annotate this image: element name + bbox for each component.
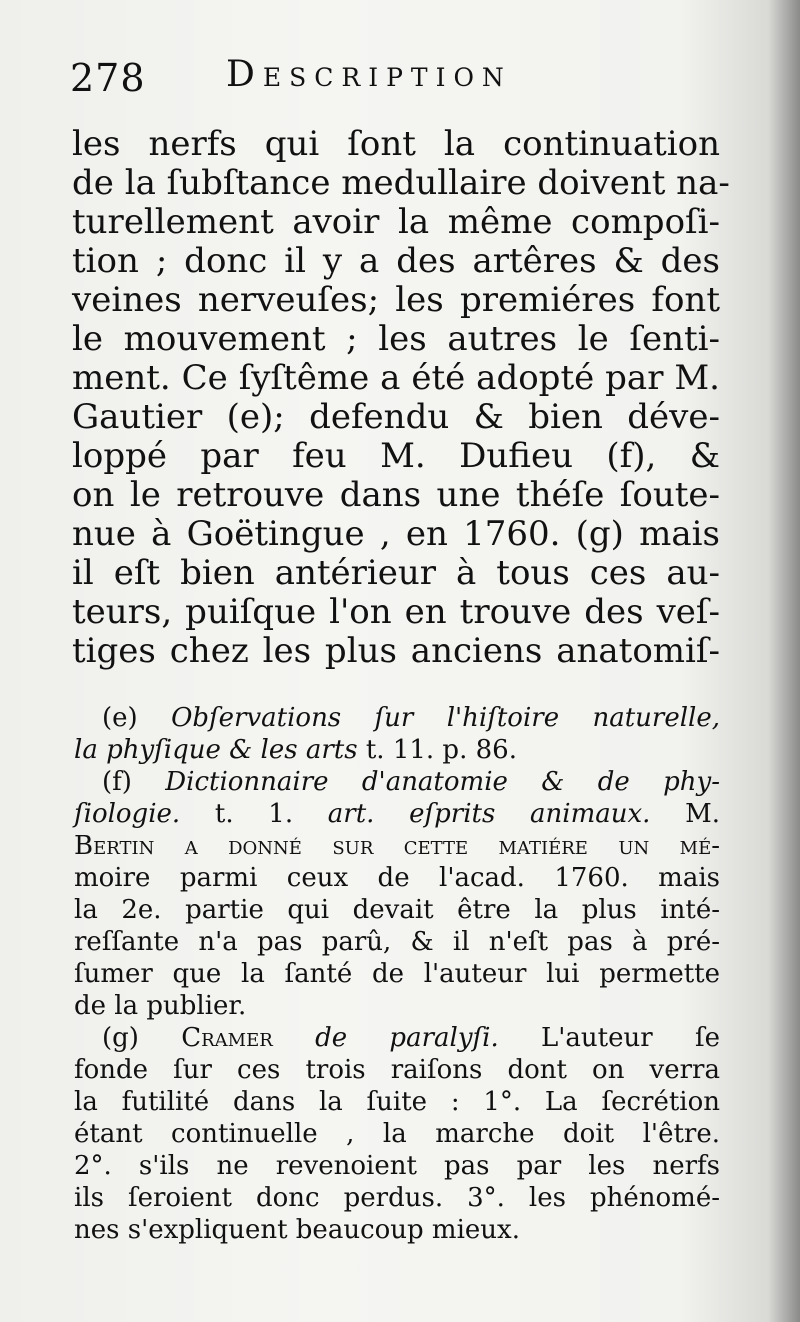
footnote-ref-end: M.: [685, 799, 721, 829]
footnote-line: étant continuelle , la marche doit l'être.: [74, 1119, 720, 1149]
footnote-line: [74, 830, 720, 862]
text-line: on le retrouve dans une théſe ſoute-: [72, 475, 720, 515]
text-line: teurs, puiſque l'on en trouve des veſ-: [72, 592, 720, 632]
footnote-f: [74, 766, 720, 798]
page-header: [68, 48, 688, 104]
footnote-title-cont: ſiologie.: [74, 799, 181, 829]
text-line: veines nerveuſes; les premiéres font: [72, 280, 720, 320]
text-line: les nerfs qui ſont la continuation: [72, 124, 720, 164]
page-number: 278: [70, 56, 146, 100]
footnote-line: la futilité dans la ſuite : 1°. La ſecrétion: [74, 1087, 720, 1117]
footnote-text: Bertin a donné ſur cette matiére un mé-: [74, 831, 720, 861]
running-title: Description: [226, 54, 512, 95]
footnote-author: Cramer: [181, 1023, 273, 1053]
footnote-marker: (f): [102, 767, 132, 797]
text-line: nue à Goëtingue , en 1760. (g) mais: [72, 514, 720, 554]
footnote-ref-italic: art. eſprits animaux.: [327, 799, 651, 829]
main-text: [72, 124, 730, 671]
footnote-e: [74, 702, 720, 734]
footnote-title-cont: la phyſique & les arts: [74, 735, 358, 765]
text-line: ment. Ce ſyſtême a été adopté par M.: [72, 358, 720, 398]
footnote-line: [74, 798, 720, 830]
footnote-line: nes s'expliquent beaucoup mieux.: [74, 1215, 520, 1245]
footnote-line: [74, 734, 720, 766]
footnote-line: la 2e. partie qui devait être la plus inté-: [74, 895, 720, 925]
footnote-line: de la publier.: [74, 991, 247, 1021]
text-line: tiges chez les plus anciens anatomiſ-: [72, 631, 720, 671]
footnote-g: [74, 1022, 720, 1054]
footnote-line: fonde ſur ces trois raiſons dont on verra: [74, 1055, 720, 1085]
footnote-line: reſſante n'a pas parû, & il n'eſt pas à pré-: [74, 927, 720, 957]
footnote-ref: t. 1.: [214, 799, 294, 829]
footnote-line: ſumer que la ſanté de l'auteur lui permette: [74, 959, 720, 989]
text-line: Gautier (e); defendu & bien déve-: [72, 397, 720, 437]
text-line: tion ; donc il y a des artêres & des: [72, 241, 720, 281]
text-line: loppé par feu M. Dufieu (f), &: [72, 436, 720, 476]
footnote-ref: t. 11. p. 86.: [365, 735, 517, 765]
footnote-marker: (e): [102, 703, 138, 733]
text-line: il eſt bien antérieur à tous ces au-: [72, 553, 720, 593]
footnote-title: Obſervations ſur l'hiſtoire naturelle,: [171, 703, 720, 733]
footnote-title: de paralyſi.: [315, 1023, 499, 1053]
footnote-line: ils ſeroient donc perdus. 3°. les phénomé-: [74, 1183, 720, 1213]
text-line: de la ſubſtance medullaire doivent na-: [72, 163, 730, 203]
text-line: turellement avoir la même compoſi-: [72, 202, 720, 242]
footnotes: [74, 702, 720, 1246]
footnote-marker: (g): [102, 1023, 139, 1053]
footnote-title: Dictionnaire d'anatomie & de phy-: [165, 767, 720, 797]
footnote-line: 2°. s'ils ne revenoient pas par les nerfs: [74, 1151, 720, 1181]
text-line: le mouvement ; les autres le ſenti-: [72, 319, 720, 359]
footnote-line: moire parmi ceux de l'acad. 1760. mais: [74, 863, 720, 893]
footnote-text: L'auteur ſe: [541, 1023, 720, 1053]
